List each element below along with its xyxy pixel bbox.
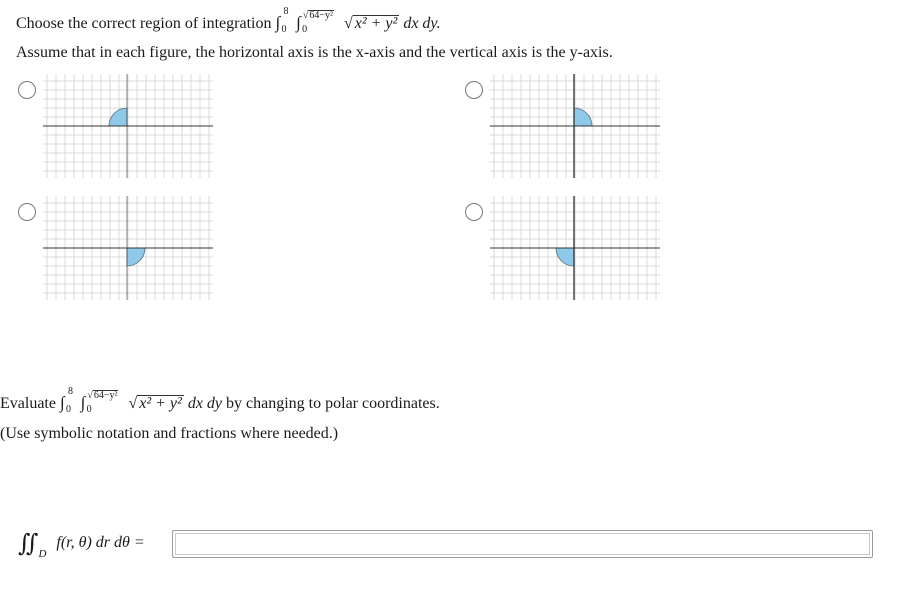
q2-suffix: by changing to polar coordinates.	[226, 395, 440, 412]
answer-input[interactable]	[175, 533, 870, 555]
outer-integral: ∫ 8 0	[275, 6, 289, 35]
polar-integrand: f(r, θ) dr dθ =	[56, 534, 145, 551]
option-c-figure[interactable]	[43, 196, 213, 300]
region-quadrant	[574, 108, 592, 126]
integrand: x² + y²	[354, 15, 398, 32]
option-a-figure[interactable]	[43, 74, 213, 178]
q2-differentials: dx dy	[187, 395, 223, 412]
inner-upper-limit: 64−y²	[309, 10, 333, 21]
assume-text: Assume that in each figure, the horizontal axis is the x-axis and the vertical axis is the y-axis.	[16, 44, 613, 61]
option-c-radio[interactable]	[18, 203, 36, 221]
q2-inner-upper-limit: 64−y²	[93, 390, 118, 401]
question1-prompt: Choose the correct region of integration ∫ 8 0 ∫ 0 √64−y² √ x² + y² dx dy.	[16, 6, 441, 35]
region-quadrant	[127, 248, 145, 266]
region-label: D	[38, 548, 47, 560]
q2-integrand: x² + y²	[139, 395, 182, 412]
note-text: (Use symbolic notation and fractions where needed.)	[0, 425, 339, 442]
answer-label	[18, 533, 145, 564]
region-quadrant	[556, 248, 574, 266]
option-b-figure[interactable]	[490, 74, 660, 178]
question2-prompt: Evaluate ∫ 8 0 ∫ 0 √64−y² √ x² + y² dx dy by changing to polar coordinates.	[0, 386, 440, 415]
option-d-figure[interactable]	[490, 196, 660, 300]
option-a-radio[interactable]	[18, 81, 36, 99]
region-quadrant	[109, 108, 127, 126]
inner-integral: ∫ 0	[296, 13, 308, 35]
answer-box	[172, 530, 873, 558]
differentials: dx dy.	[403, 15, 441, 32]
q2-inner-integral: ∫ 0	[80, 393, 92, 415]
option-d-radio[interactable]	[465, 203, 483, 221]
double-integral-symbol: ∬	[18, 531, 39, 557]
q2-outer-integral: ∫ 8 0	[59, 386, 73, 415]
option-b-radio[interactable]	[465, 81, 483, 99]
